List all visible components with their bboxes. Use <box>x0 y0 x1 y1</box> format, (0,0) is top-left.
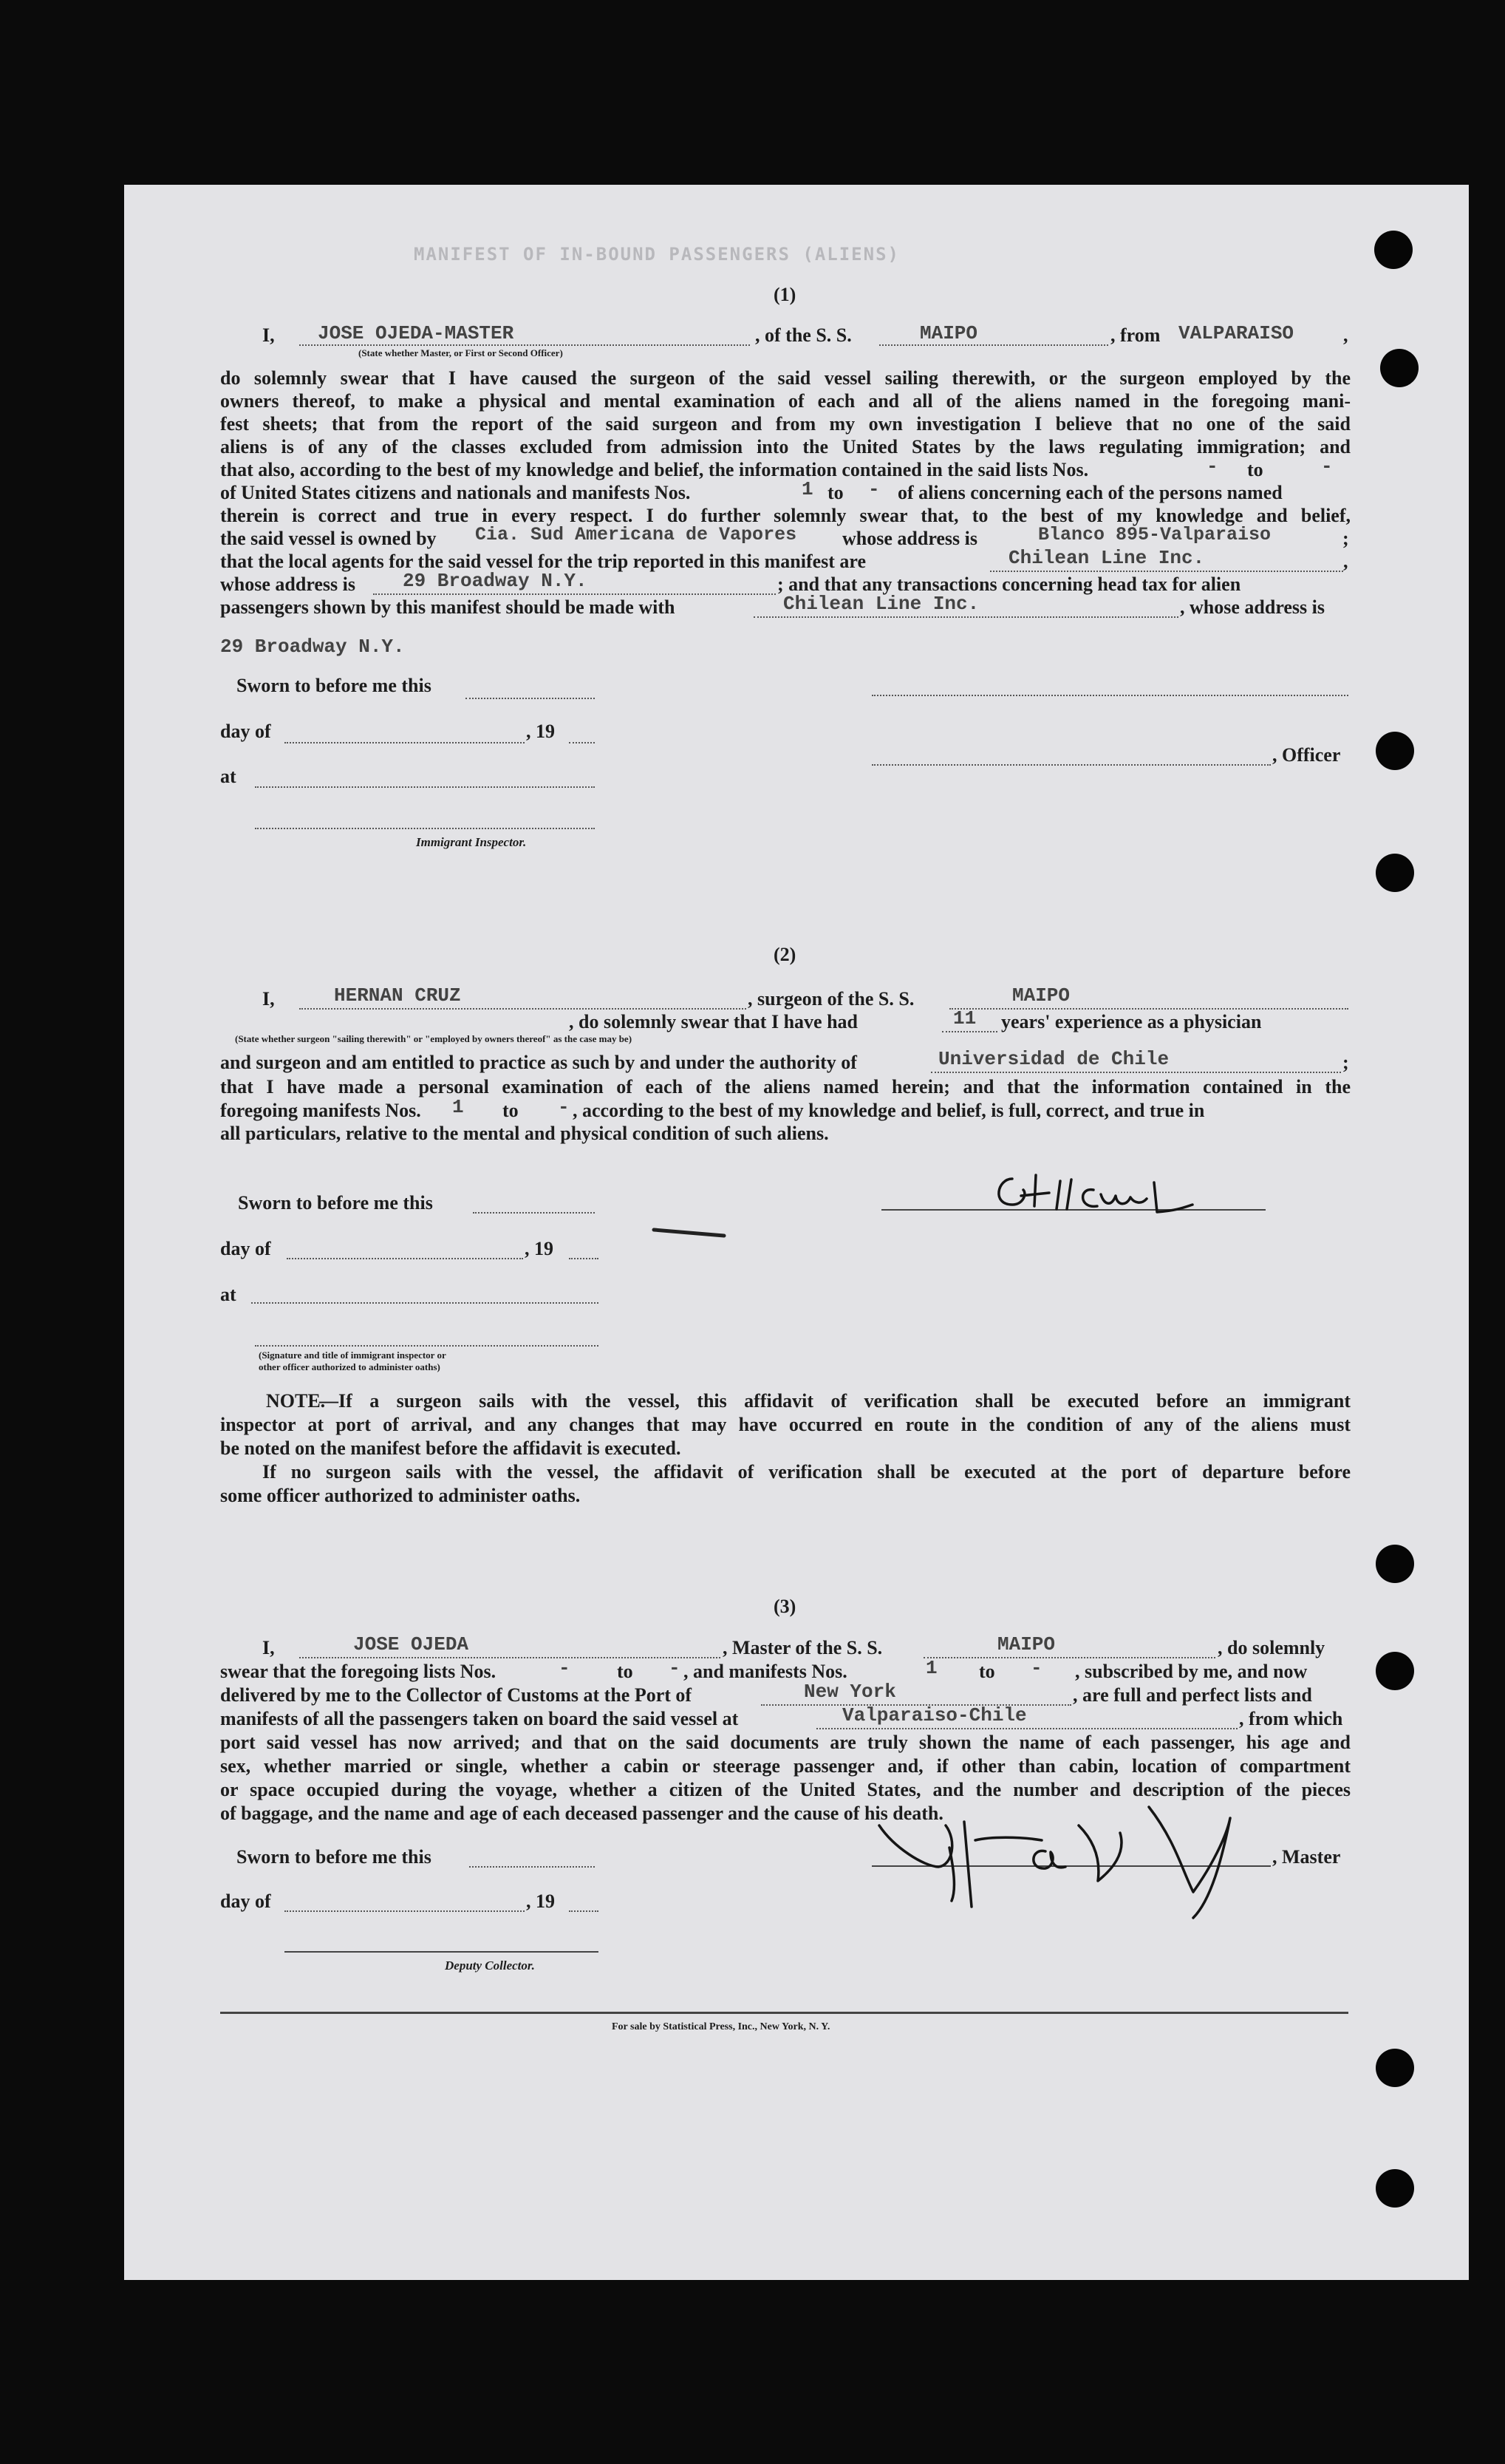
s2-sig-note-1: (Signature and title of immigrant inspector or <box>259 1350 446 1361</box>
note-label: NOTE. <box>266 1390 326 1412</box>
s2-day-of-label: day of <box>220 1238 271 1259</box>
s2-ship-name: MAIPO <box>1012 984 1071 1007</box>
s2-foregoing-label: foregoing manifests Nos. <box>220 1100 421 1121</box>
s1-line-3: fest sheets; that from the report of the said surgeon and from my own investigation I believe that no one of the said <box>220 413 1351 435</box>
s1-aliens-concerning: of aliens concerning each of the persons named <box>898 482 1283 503</box>
note-line-1: —If a surgeon sails with the vessel, this affidavit of verification shall be executed before an immigrant <box>319 1390 1351 1412</box>
s3-lists-to-label: to <box>617 1661 633 1682</box>
s1-line-2: owners thereof, to make a physical and mental examination of each and all of the aliens named in the foregoing mani- <box>220 390 1351 412</box>
note-line-4: If no surgeon sails with the vessel, the affidavit of verification shall be executed at the port of departure before <box>262 1461 1351 1483</box>
s3-lists-from: - <box>559 1657 570 1679</box>
s3-manifest-to-label: to <box>979 1661 995 1682</box>
s2-years: 11 <box>953 1007 977 1029</box>
s1-line-5: that also, according to the best of my knowledge and belief, the information contained in the said lists Nos. <box>220 459 1089 480</box>
s2-at-label: at <box>220 1284 236 1305</box>
s2-surgeon-note: (State whether surgeon "sailing therewith" or "employed by owners thereof" as the case may be) <box>235 1033 632 1044</box>
s3-line-3: or space occupied during the voyage, whether a citizen of the United States, and the number and description of the pieces <box>220 1779 1351 1800</box>
s3-manifest-from: 1 <box>926 1657 938 1679</box>
binder-hole <box>1380 349 1419 387</box>
s3-master-label: , Master <box>1272 1846 1341 1868</box>
s3-are-full: , are full and perfect lists and <box>1073 1684 1312 1706</box>
s1-officer-label: , Officer <box>1272 744 1341 766</box>
s1-year-label: , 19 <box>526 721 555 742</box>
s2-sworn-label: Sworn to before me this <box>238 1192 433 1214</box>
footer-publisher: For sale by Statistical Press, Inc., New York, N. Y. <box>612 2021 830 2032</box>
note-line-2: inspector at port of arrival, and any changes that may have occurred en route in the condition of any of the aliens must <box>220 1414 1351 1435</box>
binder-hole <box>1376 1545 1414 1583</box>
s3-manifest-to: - <box>1031 1657 1042 1679</box>
s1-line-1: do solemnly swear that I have caused the surgeon of the said vessel sailing therewith, or the surgeon employed by the <box>220 367 1351 389</box>
note-line-3: be noted on the manifest before the affidavit is executed. <box>220 1437 681 1459</box>
binder-hole <box>1376 2049 1414 2087</box>
s1-manifest-to: - <box>868 478 880 500</box>
s1-passengers-text: passengers shown by this manifest should be made with <box>220 596 675 618</box>
s1-owner: Cia. Sud Americana de Vapores <box>475 524 797 545</box>
s1-headtax-address: 29 Broadway N.Y. <box>220 636 405 658</box>
s2-experience-label: years' experience as a physician <box>1001 1011 1262 1032</box>
master-signature <box>857 1796 1330 1922</box>
s1-master-note: (State whether Master, or First or Second Officer) <box>358 347 563 358</box>
s1-agents-label: that the local agents for the said vessel for the trip reported in this manifest are <box>220 551 867 572</box>
binder-hole <box>1376 732 1414 770</box>
s1-line-4: aliens is of any of the classes excluded from admission into the United States by the laws regulating immigration; and <box>220 436 1351 457</box>
note-line-5: some officer authorized to administer oaths. <box>220 1485 581 1506</box>
binder-hole <box>1376 1652 1414 1690</box>
s3-port: New York <box>804 1681 896 1703</box>
s1-semicolon: ; <box>1342 528 1349 549</box>
s3-line-1: port said vessel has now arrived; and that on the said documents are truly shown the name of each passenger, his age and <box>220 1732 1351 1753</box>
s3-year-label: , 19 <box>526 1890 555 1912</box>
s2-sig-note-2: other officer authorized to administer oaths) <box>259 1361 440 1372</box>
s2-semicolon: ; <box>1342 1052 1349 1073</box>
s3-deputy-collector: Deputy Collector. <box>445 1958 535 1973</box>
s3-subscribed: , subscribed by me, and now <box>1075 1661 1308 1682</box>
s3-swear-lists: swear that the foregoing lists Nos. <box>220 1661 496 1682</box>
s2-i-label: I, <box>262 988 275 1010</box>
s3-line-2: sex, whether married or single, whether a cabin or steerage passenger and, if other than cabin, location of compartment <box>220 1755 1351 1777</box>
s1-manifest-to-label: to <box>827 482 844 503</box>
s1-line-6: of United States citizens and nationals and manifests Nos. <box>220 482 691 503</box>
s3-from-which: , from which <box>1239 1708 1343 1729</box>
s1-headtax-address-label: , whose address is <box>1180 596 1325 618</box>
s1-headtax-agent: Chilean Line Inc. <box>783 593 980 615</box>
s2-authority: Universidad de Chile <box>938 1048 1170 1070</box>
section-1-number: (1) <box>774 284 796 305</box>
s1-of-ss-label: , of the S. S. <box>755 324 852 346</box>
s1-line-7: therein is correct and true in every respect. I do further solemnly swear that, to the best of my knowledge and belief, <box>220 505 1351 526</box>
binder-hole <box>1376 2169 1414 2208</box>
s3-day-of-label: day of <box>220 1890 271 1912</box>
s1-immigrant-inspector: Immigrant Inspector. <box>416 835 527 849</box>
s2-manifest-from: 1 <box>452 1096 464 1118</box>
s2-year-label: , 19 <box>525 1238 553 1259</box>
s1-owner-address: Blanco 895-Valparaiso <box>1038 524 1272 545</box>
s1-lists-to: - <box>1321 455 1333 477</box>
s3-i-label: I, <box>262 1637 275 1658</box>
ink-mark <box>650 1221 731 1243</box>
s3-do-solemnly: , do solemnly <box>1218 1637 1325 1658</box>
s2-line-1: that I have made a personal examination of each of the aliens named herein; and that the information contained in the <box>220 1076 1351 1097</box>
section-2-number: (2) <box>774 944 796 965</box>
s3-delivered-label: delivered by me to the Collector of Customs at the Port of <box>220 1684 692 1706</box>
s1-owner-address-label: whose address is <box>842 528 978 549</box>
s1-ship-name: MAIPO <box>920 322 978 344</box>
s3-master-of-label: , Master of the S. S. <box>723 1637 883 1658</box>
section-3-number: (3) <box>774 1596 796 1617</box>
s1-agent-address-label: whose address is <box>220 574 356 595</box>
s1-head-tax-text: ; and that any transactions concerning head tax for alien <box>777 574 1241 595</box>
surgeon-signature <box>983 1160 1263 1219</box>
s1-manifest-from: 1 <box>802 478 813 500</box>
s2-authority-label: and surgeon and am entitled to practice as such by and under the authority of <box>220 1052 857 1073</box>
s2-to-label: to <box>502 1100 519 1121</box>
s3-from-port: Valparaiso-Chile <box>842 1704 1027 1726</box>
binder-hole <box>1374 231 1413 269</box>
s3-lists-to: - <box>669 1657 680 1679</box>
s1-lists-from: - <box>1207 455 1218 477</box>
s2-line-2: all particulars, relative to the mental and physical condition of such aliens. <box>220 1123 829 1144</box>
s1-comma: , <box>1343 324 1348 346</box>
s3-ship-name: MAIPO <box>997 1633 1056 1655</box>
s3-manifests-text: manifests of all the passengers taken on board the said vessel at <box>220 1708 739 1729</box>
s1-lists-to-label: to <box>1247 459 1263 480</box>
s3-master-name: JOSE OJEDA <box>353 1633 469 1655</box>
s1-from-port: VALPARAISO <box>1178 322 1294 344</box>
s2-manifest-to: - <box>558 1096 570 1118</box>
s2-according-text: , according to the best of my knowledge and belief, is full, correct, and true in <box>573 1100 1205 1121</box>
s1-from-label: , from <box>1110 324 1161 346</box>
s2-surgeon-name: HERNAN CRUZ <box>334 984 461 1007</box>
s2-surgeon-of-label: , surgeon of the S. S. <box>748 988 915 1010</box>
s3-and-manifests: , and manifests Nos. <box>683 1661 847 1682</box>
s1-at-label: at <box>220 766 236 787</box>
s1-agents: Chilean Line Inc. <box>1009 547 1205 569</box>
s3-sworn-label: Sworn to before me this <box>236 1846 431 1868</box>
s1-agents-comma: , <box>1343 551 1348 572</box>
faint-header-title: MANIFEST OF IN-BOUND PASSENGERS (ALIENS) <box>414 244 900 265</box>
s1-master-name: JOSE OJEDA-MASTER <box>318 322 514 344</box>
s1-day-of-label: day of <box>220 721 271 742</box>
s1-i-label: I, <box>262 324 275 346</box>
s1-sworn-label: Sworn to before me this <box>236 675 431 696</box>
s3-line-4: of baggage, and the name and age of each deceased passenger and the cause of his death. <box>220 1803 943 1824</box>
binder-hole <box>1376 854 1414 892</box>
s2-swear-text: , do solemnly swear that I have had <box>569 1011 859 1032</box>
s1-agent-address: 29 Broadway N.Y. <box>403 570 587 592</box>
s1-owned-by-label: the said vessel is owned by <box>220 528 437 549</box>
